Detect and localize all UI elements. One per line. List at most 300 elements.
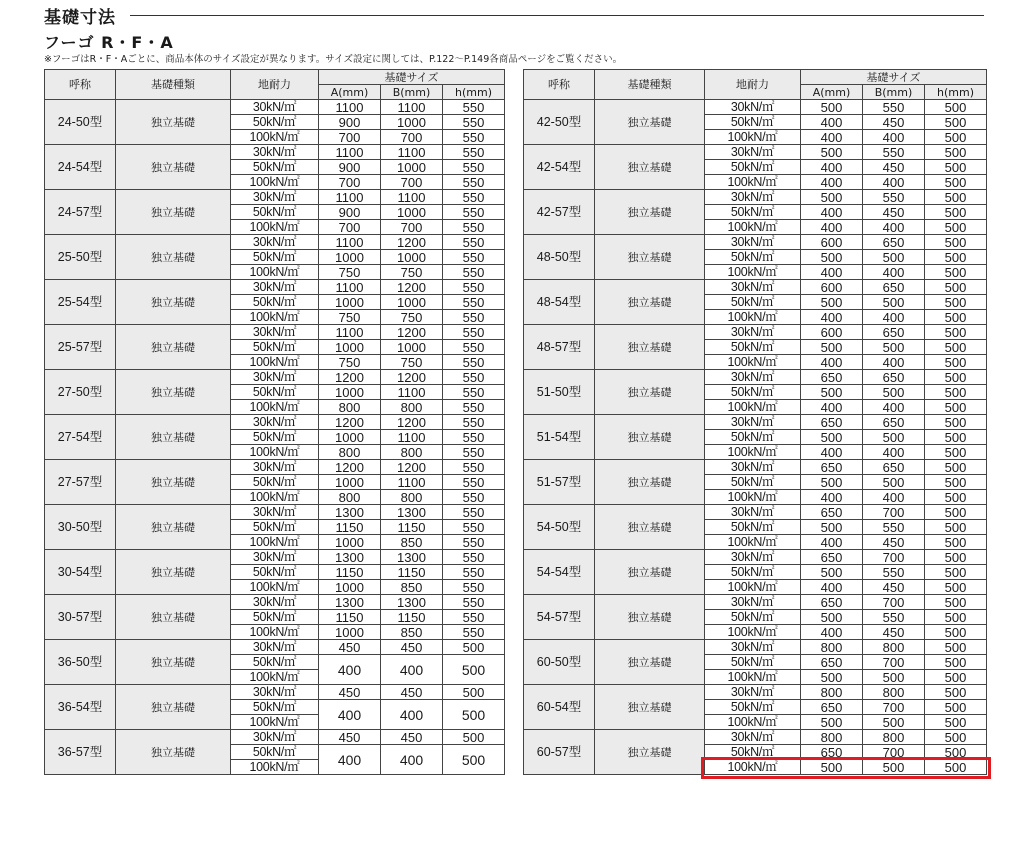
size-b: 1200: [381, 415, 443, 430]
size-h: 500: [925, 340, 987, 355]
foundation-kind: 独立基礎: [595, 460, 705, 505]
header-h: h(mm): [443, 85, 505, 100]
soil-capacity: 50kN/㎡: [231, 610, 319, 625]
soil-capacity: 30kN/㎡: [231, 595, 319, 610]
size-b: 800: [381, 490, 443, 505]
soil-capacity: 50kN/㎡: [705, 610, 801, 625]
size-b: 400: [863, 445, 925, 460]
size-h: 500: [925, 490, 987, 505]
soil-capacity: 100kN/㎡: [705, 625, 801, 640]
size-b: 1300: [381, 550, 443, 565]
size-b: 500: [863, 430, 925, 445]
size-a: 1150: [319, 565, 381, 580]
size-a: 700: [319, 220, 381, 235]
size-b: 1200: [381, 280, 443, 295]
soil-capacity: 30kN/㎡: [705, 730, 801, 745]
soil-capacity: 50kN/㎡: [705, 115, 801, 130]
size-b: 1000: [381, 340, 443, 355]
size-b: 500: [863, 295, 925, 310]
soil-capacity: 30kN/㎡: [705, 505, 801, 520]
size-h: 550: [443, 355, 505, 370]
soil-capacity: 50kN/㎡: [705, 340, 801, 355]
soil-capacity: 50kN/㎡: [705, 565, 801, 580]
table-row: [45, 280, 505, 295]
size-b: 450: [863, 580, 925, 595]
table-row: [524, 325, 987, 340]
size-a: 750: [319, 265, 381, 280]
size-h: 500: [925, 580, 987, 595]
size-h: 500: [925, 550, 987, 565]
model-name: 54-54型: [524, 550, 595, 595]
size-a: 400: [319, 700, 381, 730]
size-h: 500: [925, 430, 987, 445]
size-b: 550: [863, 520, 925, 535]
model-name: 60-50型: [524, 640, 595, 685]
soil-capacity: 100kN/㎡: [231, 355, 319, 370]
size-a: 600: [801, 325, 863, 340]
size-a: 800: [319, 490, 381, 505]
size-a: 1000: [319, 580, 381, 595]
size-a: 800: [801, 640, 863, 655]
soil-capacity: 100kN/㎡: [705, 355, 801, 370]
size-b: 750: [381, 310, 443, 325]
soil-capacity: 100kN/㎡: [705, 535, 801, 550]
foundation-table-right: [523, 69, 987, 775]
size-h: 500: [925, 640, 987, 655]
soil-capacity: 50kN/㎡: [231, 745, 319, 760]
model-name: 60-57型: [524, 730, 595, 775]
table-row: [524, 415, 987, 430]
size-a: 650: [801, 655, 863, 670]
soil-capacity: 100kN/㎡: [231, 445, 319, 460]
size-b: 400: [863, 310, 925, 325]
header-kind: 基礎種類: [116, 70, 231, 100]
table-row: [524, 595, 987, 610]
soil-capacity: 30kN/㎡: [231, 550, 319, 565]
soil-capacity: 100kN/㎡: [231, 715, 319, 730]
soil-capacity: 50kN/㎡: [705, 295, 801, 310]
model-name: 36-57型: [45, 730, 116, 775]
size-b: 1100: [381, 100, 443, 115]
soil-capacity: 100kN/㎡: [231, 535, 319, 550]
size-b: 550: [863, 565, 925, 580]
model-name: 54-57型: [524, 595, 595, 640]
soil-capacity: 50kN/㎡: [705, 160, 801, 175]
size-a: 1000: [319, 535, 381, 550]
size-b: 1100: [381, 190, 443, 205]
size-a: 1100: [319, 235, 381, 250]
size-h: 500: [925, 760, 987, 775]
size-a: 400: [801, 355, 863, 370]
size-h: 500: [443, 655, 505, 685]
size-b: 400: [863, 130, 925, 145]
soil-capacity: 30kN/㎡: [705, 100, 801, 115]
foundation-kind: 独立基礎: [116, 280, 231, 325]
size-h: 550: [443, 160, 505, 175]
size-b: 850: [381, 535, 443, 550]
size-b: 800: [863, 730, 925, 745]
header-size-group: 基礎サイズ: [319, 70, 505, 85]
size-b: 650: [863, 235, 925, 250]
soil-capacity: 30kN/㎡: [231, 325, 319, 340]
size-a: 500: [801, 760, 863, 775]
size-b: 450: [863, 205, 925, 220]
table-row: [45, 685, 505, 700]
soil-capacity: 100kN/㎡: [705, 265, 801, 280]
size-h: 550: [443, 250, 505, 265]
table-row: [45, 595, 505, 610]
size-h: 550: [443, 100, 505, 115]
size-a: 400: [801, 400, 863, 415]
section-title: 基礎寸法: [44, 3, 124, 28]
soil-capacity: 50kN/㎡: [231, 565, 319, 580]
size-b: 650: [863, 460, 925, 475]
size-h: 550: [443, 565, 505, 580]
size-h: 500: [925, 535, 987, 550]
size-a: 500: [801, 475, 863, 490]
size-a: 400: [319, 745, 381, 775]
size-a: 500: [801, 295, 863, 310]
size-a: 650: [801, 745, 863, 760]
soil-capacity: 30kN/㎡: [231, 640, 319, 655]
soil-capacity: 100kN/㎡: [231, 130, 319, 145]
table-row: [524, 640, 987, 655]
size-b: 800: [381, 400, 443, 415]
foundation-kind: 独立基礎: [116, 235, 231, 280]
soil-capacity: 50kN/㎡: [231, 295, 319, 310]
soil-capacity: 30kN/㎡: [705, 235, 801, 250]
size-a: 1000: [319, 430, 381, 445]
size-a: 650: [801, 460, 863, 475]
size-b: 1150: [381, 610, 443, 625]
size-h: 550: [443, 265, 505, 280]
soil-capacity: 30kN/㎡: [705, 460, 801, 475]
table-row: [524, 190, 987, 205]
soil-capacity: 100kN/㎡: [231, 490, 319, 505]
size-h: 500: [925, 280, 987, 295]
size-h: 550: [443, 415, 505, 430]
table-row: [524, 730, 987, 745]
size-a: 1000: [319, 385, 381, 400]
table-row: [524, 235, 987, 250]
size-a: 1200: [319, 370, 381, 385]
size-h: 550: [443, 505, 505, 520]
size-h: 550: [443, 445, 505, 460]
size-b: 1000: [381, 250, 443, 265]
size-a: 500: [801, 520, 863, 535]
size-b: 450: [381, 640, 443, 655]
size-h: 500: [925, 625, 987, 640]
table-row: [524, 280, 987, 295]
soil-capacity: 100kN/㎡: [705, 580, 801, 595]
size-b: 1150: [381, 565, 443, 580]
header-b: B(mm): [381, 85, 443, 100]
size-a: 800: [801, 685, 863, 700]
size-h: 550: [443, 580, 505, 595]
soil-capacity: 30kN/㎡: [231, 145, 319, 160]
size-h: 550: [443, 280, 505, 295]
model-name: 25-54型: [45, 280, 116, 325]
model-name: 48-57型: [524, 325, 595, 370]
size-b: 500: [863, 340, 925, 355]
size-h: 500: [925, 595, 987, 610]
size-h: 500: [925, 295, 987, 310]
size-h: 500: [443, 640, 505, 655]
soil-capacity: 50kN/㎡: [231, 340, 319, 355]
size-b: 700: [863, 700, 925, 715]
model-name: 42-54型: [524, 145, 595, 190]
size-h: 550: [443, 520, 505, 535]
model-name: 27-50型: [45, 370, 116, 415]
soil-capacity: 100kN/㎡: [231, 580, 319, 595]
size-h: 500: [925, 700, 987, 715]
table-row: [524, 100, 987, 115]
size-b: 450: [863, 115, 925, 130]
size-h: 500: [925, 235, 987, 250]
table-row: [45, 325, 505, 340]
size-a: 400: [801, 535, 863, 550]
size-a: 650: [801, 550, 863, 565]
foundation-kind: 独立基礎: [595, 235, 705, 280]
soil-capacity: 100kN/㎡: [231, 625, 319, 640]
size-b: 800: [863, 640, 925, 655]
size-b: 1300: [381, 505, 443, 520]
size-h: 500: [925, 355, 987, 370]
size-a: 400: [801, 265, 863, 280]
header-soil: 地耐力: [705, 70, 801, 100]
header-a: A(mm): [801, 85, 863, 100]
soil-capacity: 50kN/㎡: [705, 385, 801, 400]
foundation-kind: 独立基礎: [595, 505, 705, 550]
size-b: 400: [381, 745, 443, 775]
soil-capacity: 100kN/㎡: [231, 265, 319, 280]
foundation-kind: 独立基礎: [595, 685, 705, 730]
size-b: 1200: [381, 325, 443, 340]
size-b: 500: [863, 670, 925, 685]
size-a: 500: [801, 340, 863, 355]
size-h: 550: [443, 325, 505, 340]
size-a: 400: [801, 205, 863, 220]
size-b: 450: [863, 535, 925, 550]
model-name: 30-54型: [45, 550, 116, 595]
size-a: 650: [801, 595, 863, 610]
table-row: [45, 145, 505, 160]
size-h: 550: [443, 295, 505, 310]
soil-capacity: 50kN/㎡: [231, 700, 319, 715]
size-b: 1150: [381, 520, 443, 535]
foundation-kind: 独立基礎: [116, 190, 231, 235]
size-h: 550: [443, 430, 505, 445]
size-b: 550: [863, 610, 925, 625]
size-b: 1100: [381, 475, 443, 490]
table-row: [45, 550, 505, 565]
soil-capacity: 50kN/㎡: [705, 475, 801, 490]
size-b: 400: [863, 400, 925, 415]
size-a: 1150: [319, 520, 381, 535]
size-b: 650: [863, 370, 925, 385]
foundation-kind: 独立基礎: [595, 640, 705, 685]
foundation-kind: 独立基礎: [595, 550, 705, 595]
size-h: 550: [443, 400, 505, 415]
size-h: 500: [925, 385, 987, 400]
size-a: 650: [801, 505, 863, 520]
table-row: [524, 145, 987, 160]
size-h: 500: [925, 325, 987, 340]
size-b: 1100: [381, 385, 443, 400]
soil-capacity: 50kN/㎡: [705, 700, 801, 715]
soil-capacity: 50kN/㎡: [231, 205, 319, 220]
foundation-kind: 独立基礎: [116, 370, 231, 415]
size-b: 650: [863, 280, 925, 295]
header-name: 呼称: [45, 70, 116, 100]
size-b: 500: [863, 385, 925, 400]
size-h: 500: [443, 730, 505, 745]
model-name: 51-57型: [524, 460, 595, 505]
soil-capacity: 30kN/㎡: [705, 370, 801, 385]
soil-capacity: 30kN/㎡: [705, 550, 801, 565]
size-h: 500: [925, 265, 987, 280]
foundation-kind: 独立基礎: [116, 550, 231, 595]
size-h: 500: [925, 250, 987, 265]
size-a: 450: [319, 685, 381, 700]
size-a: 500: [801, 250, 863, 265]
size-a: 700: [319, 175, 381, 190]
soil-capacity: 100kN/㎡: [705, 220, 801, 235]
size-h: 500: [925, 160, 987, 175]
model-name: 48-50型: [524, 235, 595, 280]
size-h: 550: [443, 475, 505, 490]
size-b: 550: [863, 190, 925, 205]
soil-capacity: 100kN/㎡: [705, 445, 801, 460]
size-a: 1200: [319, 460, 381, 475]
size-a: 500: [801, 565, 863, 580]
size-h: 500: [443, 745, 505, 775]
model-name: 30-57型: [45, 595, 116, 640]
table-row: [45, 460, 505, 475]
size-b: 1000: [381, 295, 443, 310]
header-soil: 地耐力: [231, 70, 319, 100]
soil-capacity: 100kN/㎡: [705, 490, 801, 505]
size-a: 500: [801, 715, 863, 730]
size-h: 500: [925, 685, 987, 700]
size-a: 1300: [319, 505, 381, 520]
size-h: 500: [925, 175, 987, 190]
section-header: [44, 3, 984, 27]
size-b: 650: [863, 415, 925, 430]
size-b: 450: [863, 160, 925, 175]
foundation-kind: 独立基礎: [595, 325, 705, 370]
model-name: 36-50型: [45, 640, 116, 685]
table-row: [45, 415, 505, 430]
size-h: 500: [925, 520, 987, 535]
size-h: 500: [925, 145, 987, 160]
header-h: h(mm): [925, 85, 987, 100]
soil-capacity: 50kN/㎡: [231, 655, 319, 670]
size-b: 1000: [381, 205, 443, 220]
soil-capacity: 100kN/㎡: [231, 310, 319, 325]
table-row: [524, 370, 987, 385]
size-h: 550: [443, 220, 505, 235]
model-name: 24-57型: [45, 190, 116, 235]
size-a: 500: [801, 100, 863, 115]
soil-capacity: 100kN/㎡: [231, 220, 319, 235]
size-a: 500: [801, 190, 863, 205]
foundation-kind: 独立基礎: [116, 460, 231, 505]
model-name: 60-54型: [524, 685, 595, 730]
size-a: 1150: [319, 610, 381, 625]
foundation-kind: 独立基礎: [595, 730, 705, 775]
size-a: 1100: [319, 100, 381, 115]
size-a: 1100: [319, 280, 381, 295]
model-name: 24-54型: [45, 145, 116, 190]
size-b: 400: [863, 265, 925, 280]
size-h: 550: [443, 235, 505, 250]
size-h: 550: [443, 625, 505, 640]
table-row: [45, 505, 505, 520]
size-b: 400: [863, 355, 925, 370]
foundation-kind: 独立基礎: [595, 370, 705, 415]
size-b: 450: [863, 625, 925, 640]
size-a: 500: [801, 145, 863, 160]
size-a: 650: [801, 415, 863, 430]
size-a: 400: [801, 115, 863, 130]
soil-capacity: 50kN/㎡: [705, 430, 801, 445]
soil-capacity: 100kN/㎡: [705, 130, 801, 145]
size-b: 400: [381, 655, 443, 685]
product-name: フーゴ R・F・A: [44, 33, 174, 52]
size-h: 500: [925, 115, 987, 130]
size-a: 400: [319, 655, 381, 685]
table-row: [524, 685, 987, 700]
size-h: 500: [925, 100, 987, 115]
size-b: 1000: [381, 115, 443, 130]
size-h: 500: [443, 685, 505, 700]
size-a: 750: [319, 310, 381, 325]
size-a: 700: [319, 130, 381, 145]
foundation-kind: 独立基礎: [595, 145, 705, 190]
size-a: 650: [801, 370, 863, 385]
size-a: 400: [801, 175, 863, 190]
size-h: 550: [443, 115, 505, 130]
size-h: 500: [925, 565, 987, 580]
soil-capacity: 100kN/㎡: [705, 715, 801, 730]
foundation-kind: 独立基礎: [116, 415, 231, 460]
size-a: 1000: [319, 625, 381, 640]
size-b: 1100: [381, 430, 443, 445]
size-a: 450: [319, 640, 381, 655]
soil-capacity: 30kN/㎡: [231, 235, 319, 250]
size-h: 500: [925, 670, 987, 685]
soil-capacity: 50kN/㎡: [231, 430, 319, 445]
size-b: 700: [381, 130, 443, 145]
size-h: 550: [443, 490, 505, 505]
size-b: 1200: [381, 460, 443, 475]
size-a: 400: [801, 160, 863, 175]
size-b: 500: [863, 715, 925, 730]
size-a: 500: [801, 670, 863, 685]
size-b: 650: [863, 325, 925, 340]
size-b: 850: [381, 625, 443, 640]
size-a: 1300: [319, 550, 381, 565]
soil-capacity: 30kN/㎡: [705, 415, 801, 430]
size-h: 500: [925, 370, 987, 385]
size-h: 500: [925, 400, 987, 415]
size-b: 850: [381, 580, 443, 595]
foundation-kind: 独立基礎: [116, 325, 231, 370]
size-a: 1100: [319, 145, 381, 160]
size-b: 550: [863, 100, 925, 115]
foundation-kind: 独立基礎: [116, 640, 231, 685]
